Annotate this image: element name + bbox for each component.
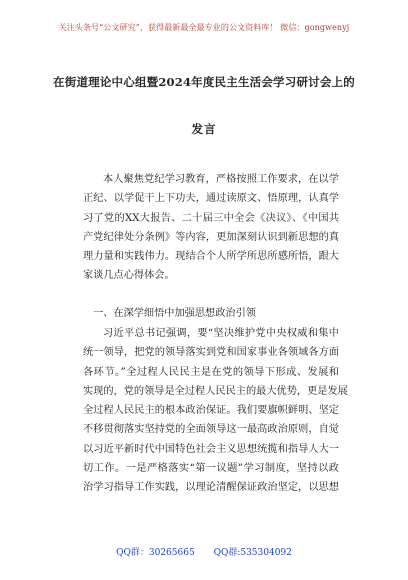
paragraph-line: 习近平总书记强调，要“坚决维护党中央权威和集中 [103,328,339,339]
footer-qq-group-1: QQ群：30265665 [116,548,195,558]
paragraph-line: 各环节。”全过程人民民主是在党的领导下形成、发展和 [83,366,339,378]
section-heading: 一、在深学细悟中加强思想政治引领 [93,308,256,319]
paragraph-line: 习了党的XX大报告、二十届三中全会《决议》、《中国共 [83,212,339,224]
paragraph-line: 以习近平新时代中国特色社会主义思想统揽和指导人大一 [83,443,339,455]
footer-contact [0,545,408,558]
paragraph-line: 统一领导，把党的领导落实到党和国家事业各领域各方面 [83,347,339,359]
paragraph-section-1 [83,324,348,497]
document-title: 在街道理论中心组暨2024年度民主生活会学习研讨会上的 [53,75,355,89]
paragraph-line: 实现的，党的领导是全过程人民民主的最大优势，更是发展 [83,385,348,397]
paragraph-intro [83,170,339,286]
paragraph-line: 正纪、以学促干上下功夫，通过读原文、悟原理，认真学 [83,193,339,205]
header-banner: 关注头条号“公文研究”，获得最新最全最专业的公文资料库！ 微信：gongwenyj [58,23,350,32]
paragraph-line: 家谈几点心得体会。 [83,270,175,282]
footer-qq-group-2: QQ群:535304092 [213,548,292,558]
paragraph-line: 理力量和实践伟力。现结合个人所学所思所感所悟，跟大 [83,251,339,262]
paragraph-line: 不移贯彻落实坚持党的全面领导这一最高政治原则，自觉 [83,424,339,436]
paragraph-line: 治学习指导工作实践，以理论清醒保证政治坚定，以思想 [83,482,339,493]
paragraph-line: 切工作。一是严格落实“第一议题”学习制度，坚持以政 [83,462,339,474]
paragraph-line: 全过程人民民主的根本政治保证。我们要旗帜鲜明、坚定 [83,405,339,416]
paragraph-line: 本人聚焦党纪学习教育，严格按照工作要求，在以学 [103,174,339,185]
paragraph-line: 产党纪律处分条例》等内容，更加深刻认识到新思想的真 [83,231,339,243]
document-title-continued: 发言 [191,122,217,136]
